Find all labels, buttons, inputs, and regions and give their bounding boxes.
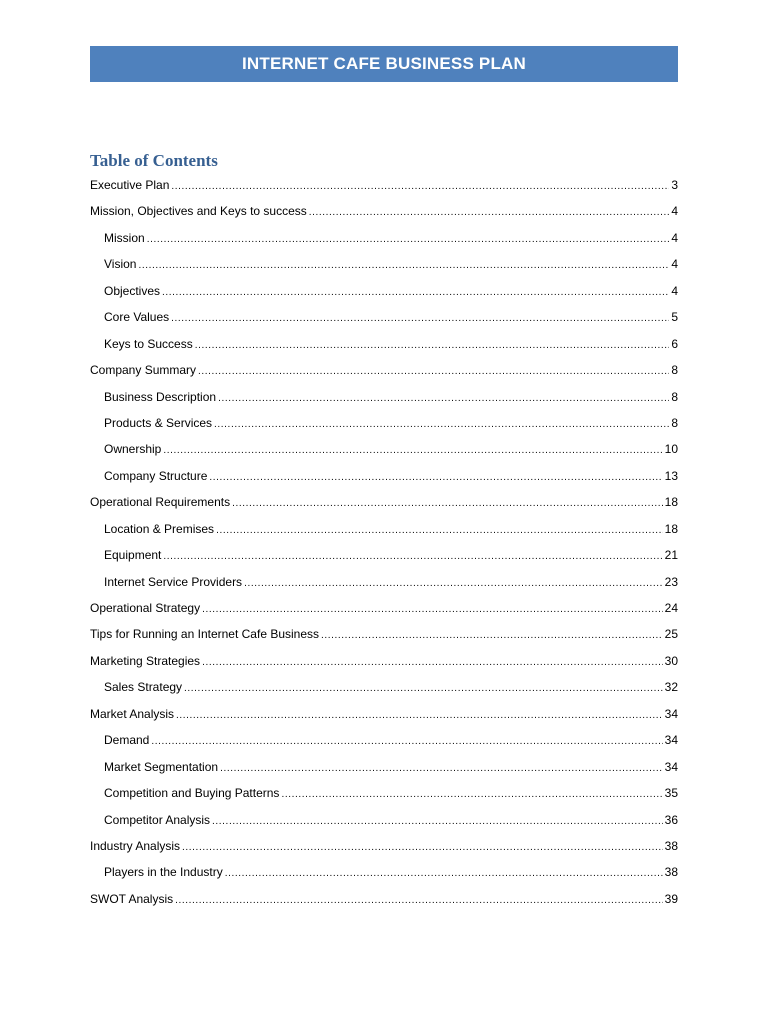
toc-entry[interactable]	[90, 572, 678, 598]
toc-dot-leader	[244, 572, 663, 594]
toc-entry-page: 25	[664, 627, 678, 642]
toc-entry-page: 8	[671, 389, 678, 404]
toc-dot-leader	[216, 519, 663, 541]
toc-entry[interactable]	[90, 757, 678, 783]
toc-dot-leader	[281, 783, 662, 805]
toc-dot-leader	[202, 598, 663, 620]
toc-dot-leader	[218, 387, 669, 409]
toc-entry-page: 34	[664, 706, 678, 721]
toc-entry[interactable]	[90, 201, 678, 227]
toc-entry-page: 34	[664, 733, 678, 748]
toc-dot-leader	[176, 704, 663, 726]
toc-dot-leader	[163, 545, 662, 567]
toc-entry-page: 4	[671, 204, 678, 219]
toc-entry[interactable]	[90, 254, 678, 280]
toc-entry[interactable]	[90, 360, 678, 386]
toc-entry-label: Ownership	[104, 442, 162, 457]
toc-entry-page: 8	[671, 363, 678, 378]
toc-entry[interactable]	[90, 730, 678, 756]
toc-dot-leader	[184, 677, 663, 699]
toc-entry-page: 8	[671, 415, 678, 430]
toc-entry[interactable]	[90, 651, 678, 677]
toc-entry-label: Sales Strategy	[104, 680, 183, 695]
toc-entry-label: Executive Plan	[90, 178, 170, 192]
toc-entry-label: SWOT Analysis	[90, 891, 174, 906]
toc-entry[interactable]	[90, 439, 678, 465]
toc-entry-page: 23	[664, 574, 678, 589]
toc-entry[interactable]	[90, 387, 678, 413]
toc-entry-label: Products & Services	[104, 415, 213, 430]
toc-entry[interactable]	[90, 334, 678, 360]
toc-entry-page: 36	[664, 812, 678, 827]
toc-entry[interactable]	[90, 624, 678, 650]
toc-entry-page: 35	[664, 786, 678, 801]
title-banner	[90, 46, 678, 82]
toc-dot-leader	[209, 466, 662, 488]
toc-heading: Table of Contents	[90, 151, 218, 170]
toc-dot-leader	[163, 439, 662, 461]
toc-entry[interactable]	[90, 598, 678, 624]
toc-dot-leader	[232, 492, 663, 514]
toc-dot-leader	[171, 307, 669, 329]
toc-entry-page: 6	[671, 336, 678, 351]
toc-entry-page: 4	[671, 283, 678, 298]
toc-entry-label: Players in the Industry	[104, 865, 223, 880]
toc-entry-label: Mission	[104, 230, 145, 245]
toc-entry-label: Company Summary	[90, 363, 197, 378]
toc-entry-page: 4	[671, 257, 678, 272]
toc-entry-label: Location & Premises	[104, 521, 215, 536]
toc-entry-page: 5	[671, 310, 678, 325]
toc-entry-page: 24	[664, 601, 678, 615]
toc-entry[interactable]	[90, 466, 678, 492]
document-title: INTERNET CAFE BUSINESS PLAN	[241, 54, 527, 73]
toc-entry-label: Industry Analysis	[90, 838, 181, 853]
toc-dot-leader	[138, 254, 669, 276]
toc-entry-label: Market Segmentation	[104, 759, 219, 774]
toc-entry-page: 10	[664, 442, 678, 457]
toc-entry[interactable]	[90, 492, 678, 518]
toc-dot-leader	[214, 413, 669, 435]
toc-entry-label: Equipment	[104, 548, 162, 563]
toc-dot-leader	[162, 281, 669, 303]
toc-dot-leader	[171, 175, 669, 197]
toc-entry-label: Vision	[104, 257, 137, 272]
toc-entry-label: Tips for Running an Internet Cafe Business	[90, 627, 320, 642]
toc-dot-leader	[212, 810, 663, 832]
toc-dot-leader	[220, 757, 663, 779]
toc-entry[interactable]	[90, 836, 678, 862]
toc-entry-page: 18	[664, 495, 678, 510]
toc-dot-leader	[309, 201, 670, 223]
toc-dot-leader	[195, 334, 670, 356]
toc-dot-leader	[198, 360, 669, 382]
toc-entry[interactable]	[90, 175, 678, 201]
toc-entry[interactable]	[90, 677, 678, 703]
toc-entry-label: Keys to Success	[104, 336, 193, 351]
toc-entry-label: Internet Service Providers	[104, 574, 243, 589]
toc-entry[interactable]	[90, 413, 678, 439]
toc-entry-page: 38	[664, 865, 678, 880]
toc-entry-page: 18	[664, 521, 678, 536]
toc-entry[interactable]	[90, 704, 678, 730]
toc-entry-label: Company Structure	[104, 468, 208, 483]
toc-entry[interactable]	[90, 519, 678, 545]
toc-entry-label: Core Values	[104, 310, 170, 325]
toc-entry-page: 38	[664, 838, 678, 853]
toc-entry-page: 13	[664, 468, 678, 483]
toc-list	[90, 175, 678, 915]
toc-entry-page: 32	[664, 680, 678, 695]
toc-entry-label: Business Description	[104, 389, 217, 404]
toc-entry[interactable]	[90, 862, 678, 888]
toc-entry-page: 30	[664, 653, 678, 668]
toc-entry-label: Mission, Objectives and Keys to success	[90, 204, 307, 219]
toc-entry-label: Marketing Strategies	[90, 653, 201, 668]
toc-entry[interactable]	[90, 228, 678, 254]
toc-dot-leader	[225, 862, 663, 884]
toc-entry-label: Market Analysis	[90, 706, 175, 721]
toc-dot-leader	[151, 730, 662, 752]
toc-entry-page: 34	[664, 759, 678, 774]
toc-dot-leader	[147, 228, 670, 250]
toc-entry-page: 39	[664, 891, 678, 906]
toc-dot-leader	[175, 889, 663, 911]
toc-entry-label: Competition and Buying Patterns	[104, 786, 280, 801]
toc-entry-page: 3	[671, 178, 678, 192]
toc-entry-label: Demand	[104, 733, 150, 748]
toc-entry-label: Operational Strategy	[90, 601, 201, 615]
toc-entry-page: 4	[671, 230, 678, 245]
toc-dot-leader	[202, 651, 663, 673]
toc-entry-page: 21	[664, 548, 678, 563]
toc-entry-label: Objectives	[104, 283, 161, 298]
toc-dot-leader	[321, 624, 663, 646]
toc-dot-leader	[182, 836, 663, 858]
toc-entry[interactable]	[90, 281, 678, 307]
toc-entry[interactable]	[90, 810, 678, 836]
toc-entry[interactable]	[90, 307, 678, 333]
toc-entry-label: Competitor Analysis	[104, 812, 211, 827]
toc-entry[interactable]	[90, 783, 678, 809]
toc-entry-label: Operational Requirements	[90, 495, 231, 510]
toc-entry[interactable]	[90, 545, 678, 571]
toc-entry[interactable]	[90, 889, 678, 915]
